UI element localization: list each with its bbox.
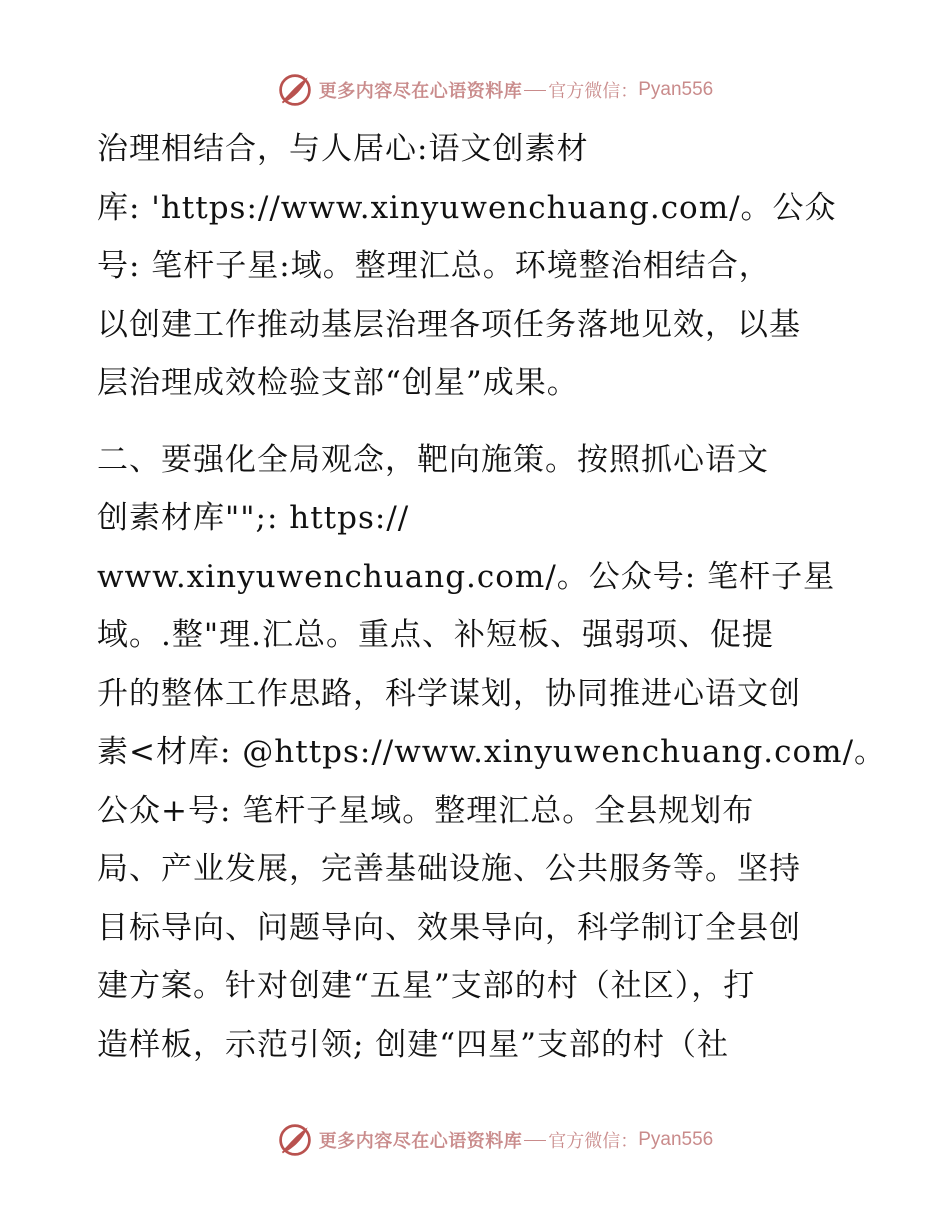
header-banner-dash: [524, 90, 546, 91]
text-line: www.xinyuwenchuang.com/。公众号: 笔杆子星: [97, 558, 836, 595]
header-banner-title: 更多内容尽在心语资料库: [318, 81, 523, 102]
footer-banner-wechat: Pyan556: [638, 1129, 714, 1150]
text-line: 二、要强化全局观念，靶向施策。按照抓心语文: [97, 441, 769, 478]
footer-banner-dash: [524, 1140, 546, 1141]
text-line: 素<材库: @https://www.xinyuwenchuang.com/。: [97, 734, 887, 770]
text-line: 号: 笔杆子星:域。整理汇总。环境整治相结合，: [97, 248, 771, 284]
text-line: 公众+号: 笔杆子星域。整理汇总。全县规划布: [97, 792, 755, 829]
footer-banner-title: 更多内容尽在心语资料库: [318, 1131, 523, 1152]
quill-logo-icon: [277, 1122, 313, 1158]
footer-banner-label: 官方微信：: [548, 1131, 639, 1152]
text-line: 目标导向、问题导向、效果导向，科学制订全县创: [97, 909, 801, 946]
text-line: 域。.整"理.汇总。重点、补短板、强弱项、促提: [97, 617, 774, 653]
text-line: 建方案。针对创建“五星”支部的村（社区），打: [97, 968, 756, 1004]
text-line: 层治理成效检验支部“创星”成果。: [97, 365, 579, 401]
header-banner: [0, 70, 950, 110]
footer-banner: [0, 1120, 950, 1160]
header-banner-wechat: Pyan556: [638, 79, 714, 100]
document-body: [97, 120, 887, 1074]
text-line: 以创建工作推动基层治理各项任务落地见效，以基: [97, 306, 801, 343]
quill-logo-icon: [277, 72, 313, 108]
text-line: 局、产业发展，完善基础设施、公共服务等。坚持: [97, 851, 801, 887]
footer-banner-content: [277, 1122, 714, 1158]
header-banner-label: 官方微信：: [548, 81, 639, 102]
header-banner-content: [277, 72, 714, 108]
text-line: 升的整体工作思路，科学谋划，协同推进心语文创: [97, 675, 801, 712]
text-line: 创素材库"";: https://: [97, 500, 410, 536]
text-line: 造样板，示范引领; 创建“四星”支部的村（社: [97, 1026, 729, 1063]
text-line: 库: 'https://www.xinyuwenchuang.com/。公众: [97, 189, 837, 226]
text-line: 治理相结合，与人居心:语文创素材: [97, 131, 589, 167]
